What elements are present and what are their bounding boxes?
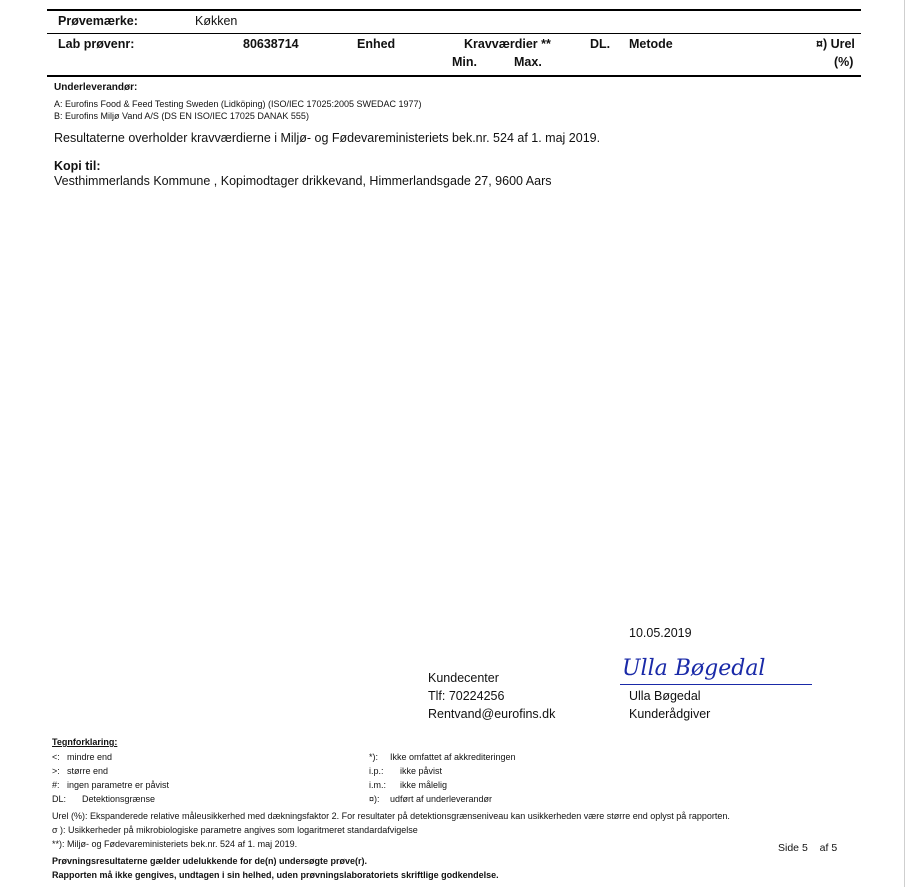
- col-urel: ¤) Urel: [816, 37, 855, 51]
- report-date: 10.05.2019: [629, 626, 692, 640]
- lab-provenr-label: Lab prøvenr:: [58, 37, 135, 51]
- provemaerke-label: Prøvemærke:: [58, 14, 138, 28]
- header-bottom-rule: [47, 75, 861, 77]
- col-kravvaerdier: Kravværdier **: [464, 37, 551, 51]
- header-divider: [47, 33, 861, 34]
- page-total: 5: [831, 842, 838, 854]
- signer-name: Ulla Bøgedal: [629, 689, 701, 703]
- page-af-label: af: [819, 842, 829, 854]
- legend-note-sigma: σ ): Usikkerheder på mikrobiologiske parametre angives som logaritmeret standardafvigelse: [52, 825, 418, 835]
- legend-title: Tegnforklaring:: [52, 737, 118, 747]
- underleverandor-title: Underleverandør:: [54, 82, 138, 93]
- top-rule: [47, 9, 861, 11]
- col-dl: DL.: [590, 37, 611, 51]
- kopi-title: Kopi til:: [54, 159, 101, 173]
- lab-provenr-value: 80638714: [243, 37, 299, 51]
- col-urel-pct: (%): [834, 55, 854, 69]
- legend-left-sym-0: <:: [52, 752, 60, 762]
- legend-right-sym-2: i.m.:: [369, 780, 386, 790]
- legend-right-text-0: Ikke omfattet af akkrediteringen: [390, 752, 516, 762]
- page-side-label: Side: [778, 842, 800, 854]
- legend-right-text-1: ikke påvist: [400, 766, 443, 776]
- legend-left-text-1: større end: [67, 766, 109, 776]
- col-metode: Metode: [629, 37, 673, 51]
- legend-left-text-3: Detektionsgrænse: [82, 794, 156, 804]
- result-statement: Resultaterne overholder kravværdierne i Miljø- og Fødevareministeriets bek.nr. 524 af 1. maj 2019.: [54, 131, 601, 145]
- footer-statement-1: Prøvningsresultaterne gælder udelukkende for de(n) undersøgte prøve(r).: [52, 856, 368, 866]
- signature-text: Ulla Bøgedal: [622, 656, 766, 681]
- legend-note-urel: Urel (%): Ekspanderede relative måleusikkerhed med dækningsfaktor 2. For resultater på detektionsgrænseniveau kan usikkerheden være større end oplyst på rapporten.: [52, 811, 730, 821]
- kopi-text: Vesthimmerlands Kommune , Kopimodtager drikkevand, Himmerlandsgade 27, 9600 Aars: [54, 174, 552, 188]
- col-min: Min.: [452, 55, 477, 69]
- legend-right-sym-0: *):: [369, 752, 378, 762]
- legend-right-text-2: ikke målelig: [400, 780, 448, 790]
- contact-line-2: Tlf: 70224256: [428, 689, 505, 703]
- signature-line: [620, 684, 812, 685]
- legend-right-sym-1: i.p.:: [369, 766, 384, 776]
- legend-note-bek: **): Miljø- og Fødevareministeriets bek.nr. 524 af 1. maj 2019.: [52, 839, 298, 849]
- legend-left-text-2: ingen parametre er påvist: [67, 780, 170, 790]
- legend-left-text-0: mindre end: [67, 752, 113, 762]
- footer-statement-2: Rapporten må ikke gengives, undtagen i sin helhed, uden prøvningslaboratoriets skriftlige godkendelse.: [52, 870, 499, 880]
- page-number: [778, 842, 837, 854]
- col-max: Max.: [514, 55, 542, 69]
- provemaerke-value: Køkken: [195, 14, 238, 28]
- underleverandor-line-a: A: Eurofins Food & Feed Testing Sweden (Lidköping) (ISO/IEC 17025:2005 SWEDAC 1977): [54, 99, 422, 109]
- legend-left-sym-3: DL:: [52, 794, 67, 804]
- legend-right-text-3: udført af underleverandør: [390, 794, 493, 804]
- underleverandor-line-b: B: Eurofins Miljø Vand A/S (DS EN ISO/IEC 17025 DANAK 555): [54, 111, 309, 121]
- contact-email: Rentvand@eurofins.dk: [428, 707, 556, 721]
- col-enhed: Enhed: [357, 37, 396, 51]
- contact-line-1: Kundecenter: [428, 671, 499, 685]
- signer-role: Kunderådgiver: [629, 707, 711, 721]
- page-current: 5: [801, 842, 808, 854]
- legend-right-sym-3: ¤):: [369, 794, 380, 804]
- handwritten-signature: [622, 656, 765, 681]
- legend-left-sym-1: >:: [52, 766, 60, 776]
- legend-left-sym-2: #:: [52, 780, 60, 790]
